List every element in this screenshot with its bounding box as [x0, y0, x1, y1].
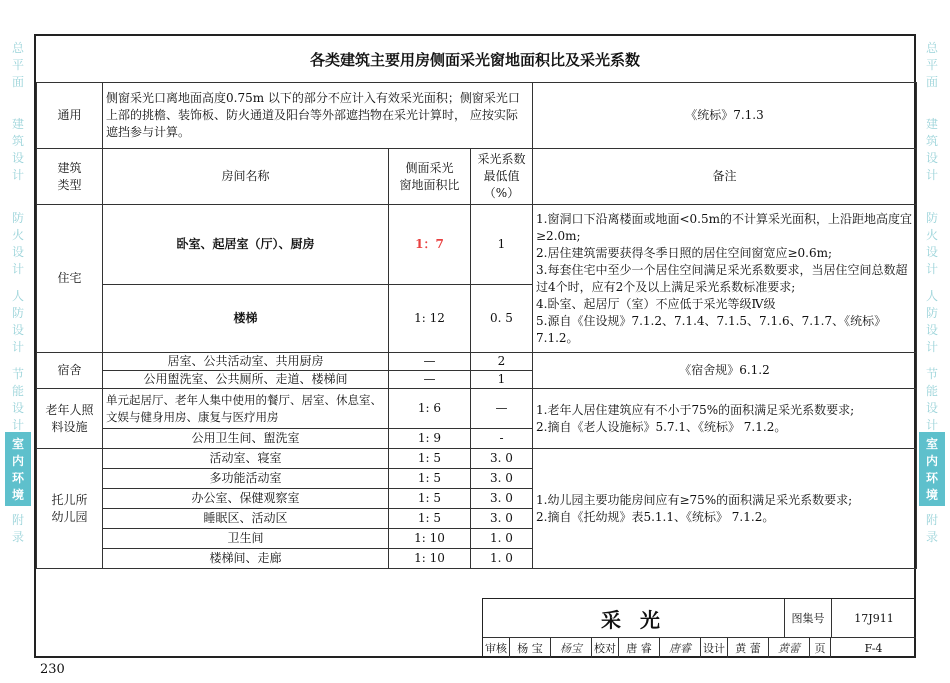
header-row [37, 149, 917, 205]
daylight-coef: 1. 0 [471, 529, 533, 549]
table-row [37, 389, 917, 429]
sidebar-item-indoor[interactable]: 室 内 环 境 [919, 432, 945, 506]
header-coef: 采光系数 最低值 （%） [471, 149, 533, 205]
page-title: 各类建筑主要用房侧面采光窗地面积比及采光系数 [36, 36, 914, 83]
window-ratio: 1：7 [389, 205, 471, 285]
sidebar-item-appendix[interactable]: 附 录 [11, 513, 24, 544]
daylight-coef: 1 [471, 205, 533, 285]
window-ratio: 1: 5 [389, 509, 471, 529]
room-name: 卧室、起居室（厅）、厨房 [103, 205, 389, 285]
sidebar-item-site-plan[interactable]: 总 平 面 [925, 41, 938, 89]
design-label: 设计 [700, 638, 727, 658]
daylight-table [36, 82, 917, 569]
sidebar-left [4, 40, 32, 558]
window-ratio: 1: 9 [389, 429, 471, 449]
atlas-number: 17J911 [831, 599, 916, 637]
reviewer-name: 杨 宝 [509, 638, 550, 658]
sidebar-item-energy[interactable]: 节 能 设 计 [925, 367, 938, 432]
building-type: 老年人照料设施 [37, 389, 103, 449]
atlas-label: 图集号 [784, 599, 831, 637]
daylight-coef: 1 [471, 371, 533, 389]
room-name: 居室、公共活动室、共用厨房 [103, 353, 389, 371]
sidebar-item-fire[interactable]: 防 火 设 计 [11, 211, 24, 276]
sidebar-item-civil-defense[interactable]: 人 防 设 计 [11, 289, 24, 354]
designer-name: 黄 蕾 [727, 638, 768, 658]
window-ratio: 1: 5 [389, 489, 471, 509]
window-ratio: 1: 5 [389, 469, 471, 489]
daylight-coef: 3. 0 [471, 469, 533, 489]
note-line: 2.居住建筑需要获得冬季日照的居住空间窗宽应≥0.6m; [536, 245, 833, 260]
review-label: 审核 [485, 642, 507, 655]
room-name: 楼梯间、走廊 [103, 549, 389, 569]
note-line: 2.摘自《老人设施标》5.7.1、《统标》 7.1.2。 [536, 419, 787, 434]
sidebar-item-energy[interactable]: 节 能 设 计 [11, 367, 24, 432]
window-ratio: 1: 5 [389, 449, 471, 469]
note-line: 1.幼儿园主要功能房间应有≥75%的面积满足采光系数要求; [536, 492, 853, 507]
header-room: 房间名称 [103, 149, 389, 205]
building-type: 住宅 [37, 205, 103, 353]
building-type: 托儿所 幼儿园 [37, 449, 103, 569]
building-type: 宿舍 [37, 353, 103, 389]
note-line: 3.每套住宅中至少一个居住空间满足采光系数要求，当居住空间总数超过4个时，应有2个及以上满足采光系数标准要求; [536, 262, 908, 294]
title-block [482, 598, 916, 658]
window-ratio: 1: 10 [389, 529, 471, 549]
daylight-coef: 3. 0 [471, 509, 533, 529]
daylight-coef: 2 [471, 353, 533, 371]
designer-signature: 黄蕾 [768, 638, 809, 658]
room-name: 公用盥洗室、公共厕所、走道、楼梯间 [103, 371, 389, 389]
reviewer-signature: 杨宝 [550, 638, 591, 658]
room-name: 活动室、寝室 [103, 449, 389, 469]
room-name: 单元起居厅、老年人集中使用的餐厅、居室、休息室、文娱与健身用房、康复与医疗用房 [103, 389, 389, 429]
window-ratio: — [389, 353, 471, 371]
sidebar-item-architecture[interactable]: 建 筑 设 计 [11, 117, 24, 182]
daylight-coef: 3. 0 [471, 449, 533, 469]
table-row [37, 353, 917, 371]
daylight-coef: - [471, 429, 533, 449]
header-note: 备注 [533, 149, 917, 205]
room-name: 卫生间 [103, 529, 389, 549]
window-ratio: — [389, 371, 471, 389]
page-number: 230 [40, 662, 65, 677]
room-name: 睡眠区、活动区 [103, 509, 389, 529]
table-row [37, 449, 917, 469]
window-ratio: 1: 10 [389, 549, 471, 569]
general-label: 通用 [37, 83, 103, 149]
note-line: 5.源自《住设规》7.1.2、7.1.4、7.1.5、7.1.6、7.1.7、《统标》 7.1.2。 [536, 313, 887, 345]
general-row [37, 83, 917, 149]
room-name: 多功能活动室 [103, 469, 389, 489]
window-ratio: 1: 6 [389, 389, 471, 429]
sidebar-item-site-plan[interactable]: 总 平 面 [11, 41, 24, 89]
note-line: 1.窗洞口下沿离楼面或地面<0.5m的不计算采光面积，上沿距地高度宜≥2.0m; [536, 211, 912, 243]
drawing-title: 采 光 [601, 607, 666, 632]
room-name: 办公室、保健观察室 [103, 489, 389, 509]
header-type: 建筑 类型 [37, 149, 103, 205]
page-label: 页 [809, 638, 830, 658]
drawing-frame [34, 34, 916, 658]
daylight-coef: — [471, 389, 533, 429]
daylight-coef: 0. 5 [471, 285, 533, 353]
notes-cell: 《宿舍规》6.1.2 [533, 353, 917, 389]
header-ratio: 侧面采光 窗地面积比 [389, 149, 471, 205]
daylight-coef: 1. 0 [471, 549, 533, 569]
sidebar-right [918, 40, 946, 558]
note-line: 2.摘自《托幼规》表5.1.1、《统标》 7.1.2。 [536, 509, 775, 524]
notes-cell [533, 449, 917, 569]
sidebar-item-appendix[interactable]: 附 录 [925, 513, 938, 544]
checker-signature: 唐睿 [659, 638, 700, 658]
note-line: 4.卧室、起居厅（室）不应低于采光等级Ⅳ级 [536, 296, 776, 311]
sidebar-item-architecture[interactable]: 建 筑 设 计 [925, 117, 938, 182]
table-row [37, 205, 917, 285]
page-code: F-4 [830, 638, 916, 658]
sidebar-item-indoor[interactable]: 室 内 环 境 [5, 432, 31, 506]
room-name: 楼梯 [103, 285, 389, 353]
room-name: 公用卫生间、盥洗室 [103, 429, 389, 449]
notes-cell [533, 389, 917, 449]
window-ratio: 1: 12 [389, 285, 471, 353]
notes-cell [533, 205, 917, 353]
checker-name: 唐 睿 [618, 638, 659, 658]
daylight-coef: 3. 0 [471, 489, 533, 509]
general-ref: 《统标》7.1.3 [533, 83, 917, 149]
general-text: 侧窗采光口离地面高度0.75m 以下的部分不应计入有效采光面积；侧窗采光口上部的挑檐、装饰板、防火通道及阳台等外部遮挡物在采光计算时， 应按实际遮挡参与计算。 [103, 83, 533, 149]
sidebar-item-fire[interactable]: 防 火 设 计 [925, 211, 938, 276]
note-line: 1.老年人居住建筑应有不小于75%的面积满足采光系数要求; [536, 402, 855, 417]
sidebar-item-civil-defense[interactable]: 人 防 设 计 [925, 289, 938, 354]
check-label: 校对 [591, 638, 618, 658]
